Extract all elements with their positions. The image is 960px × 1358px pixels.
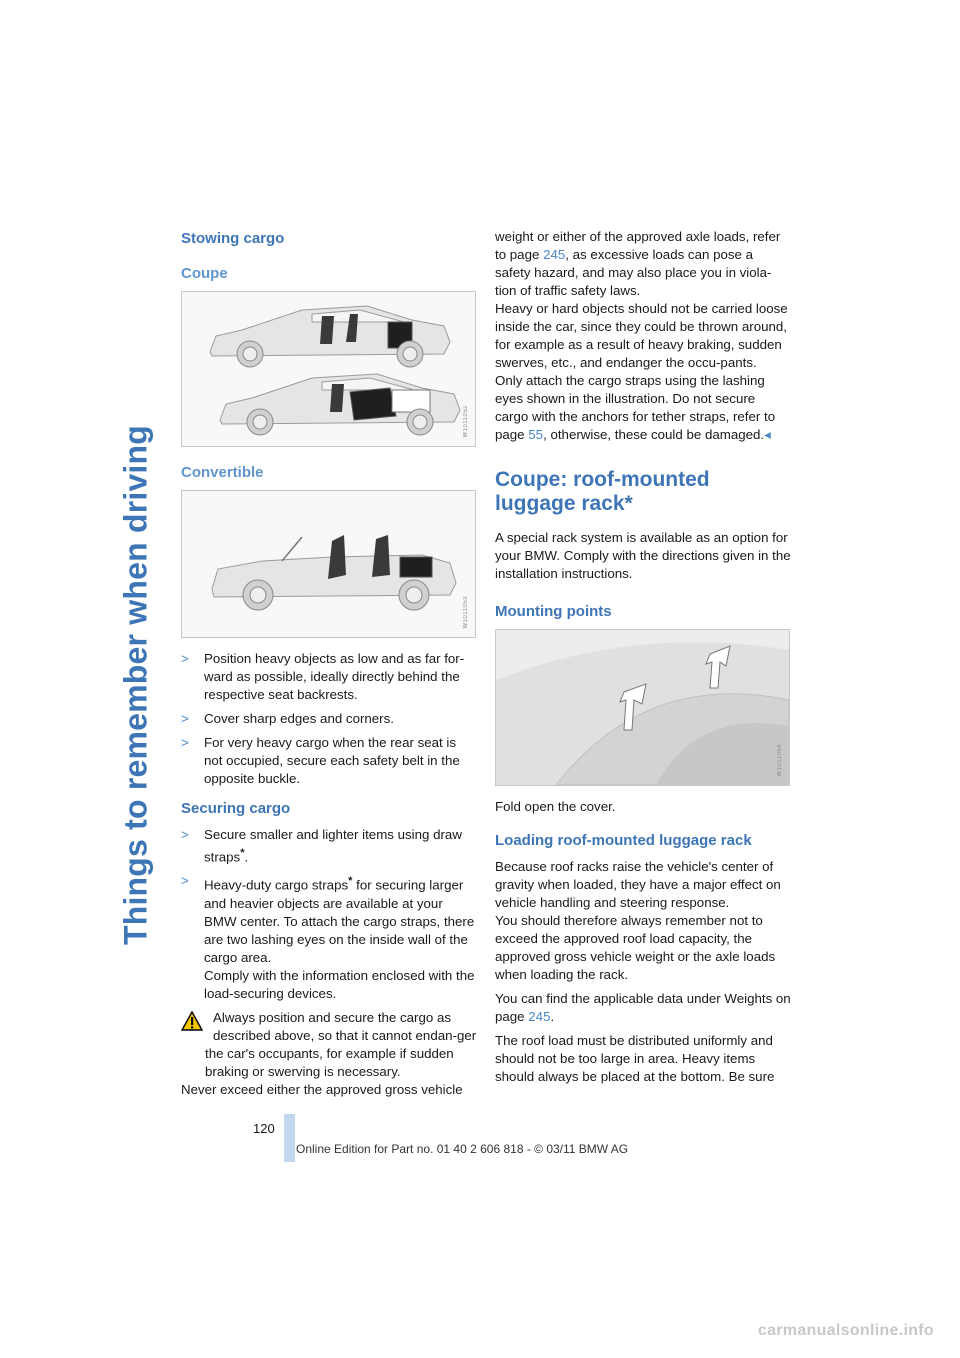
paragraph: weight or either of the approved axle loads, refer to page 245, as excessive loads can pose a safety hazard, and may also place you in viola-tion of traffic safety laws. [495, 229, 781, 298]
heading-mounting-points: Mounting points [495, 603, 612, 620]
side-title-text: Things to remember when driving [117, 424, 154, 946]
list-item [181, 872, 477, 1002]
bullet-mark: > [181, 827, 189, 842]
paragraph: You can find the applicable data under Weights on page 245. [495, 991, 791, 1024]
page-link[interactable]: 55 [528, 427, 544, 442]
footer-accent-bar [284, 1114, 295, 1162]
paragraph: The roof load must be distributed uniformly and should not be too large in area. Heavy items should always be placed at the bottom. Be sure [495, 1033, 775, 1084]
coupe-car-image [182, 292, 475, 446]
bullet-mark: > [181, 735, 189, 750]
roof-image [496, 630, 789, 785]
list-item [181, 734, 477, 788]
heading-securing-cargo: Securing cargo [181, 800, 291, 817]
warning-triangle-icon [181, 1011, 203, 1031]
heading-coupe: Coupe [181, 265, 228, 282]
warning-block [181, 1009, 477, 1099]
heading-convertible: Convertible [181, 464, 264, 481]
warning-text-continued: Never exceed either the approved gross vehicle [181, 1081, 463, 1097]
bullet-mark: > [181, 873, 189, 889]
page-link[interactable]: 245 [543, 247, 566, 262]
bullet-text: Cover sharp edges and corners. [204, 711, 394, 726]
paragraph: You should therefore always remember not to exceed the approved roof load capacity, the approved gross vehicle weight or the axle loads when loading the rack. [495, 913, 776, 982]
coupe-cargo-illustration [181, 291, 476, 447]
bullet-text: For very heavy cargo when the rear seat is not occupied, secure each safety belt in the opposite buckle. [204, 735, 460, 786]
figure-code: W1011053 [463, 596, 469, 629]
optional-star: * [240, 847, 245, 859]
heading-stowing-cargo: Stowing cargo [181, 230, 285, 247]
securing-bullet-list [181, 826, 477, 1003]
bullet-text: Comply with the information enclosed with the load-securing devices. [204, 967, 475, 1001]
warning-text: Always position and secure the cargo as described above, so that it cannot endan-ger the car's occupants, for example if sudden braking or swerving is necessary. [205, 1009, 477, 1079]
right-column [495, 228, 791, 1086]
convertible-cargo-illustration [181, 490, 476, 638]
optional-star: * [348, 875, 353, 888]
paragraph: Because roof racks raise the vehicle's center of gravity when loaded, they have a major effect on vehicle handling and steering response. [495, 859, 781, 910]
list-item [181, 826, 477, 866]
bullet-text: Secure smaller and lighter items using draw straps [204, 827, 462, 865]
heading-loading-roof-rack: Loading roof-mounted luggage rack [495, 832, 752, 849]
edition-footer: Online Edition for Part no. 01 40 2 606 818 - © 03/11 BMW AG [296, 1142, 629, 1156]
convertible-car-image [182, 491, 475, 637]
page-link[interactable]: 245 [528, 1009, 551, 1024]
bullet-text: for securing larger and heavier objects are available at your BMW center. To attach the cargo straps, there are two lashing eyes on the inside wall of the cargo area. [204, 877, 475, 965]
left-column [181, 228, 477, 1099]
list-item [181, 650, 477, 704]
list-item [181, 710, 477, 728]
paragraph: Only attach the cargo straps using the lashing eyes shown in the illustration. Do not secure cargo with the anchors for tether straps, refer to page 55, otherwise, these could be damaged.◂ [495, 373, 776, 442]
page-number: 120 [253, 1121, 275, 1136]
figure-code: W1011052 [463, 405, 469, 438]
mounting-points-illustration [495, 629, 790, 786]
bullet-text: Position heavy objects as low and as far for-ward as possible, ideally directly behind the respective seat backrests. [204, 651, 465, 702]
heading-roof-rack: Coupe: roof-mounted luggage rack* [495, 468, 710, 515]
bullet-mark: > [181, 651, 189, 666]
end-mark: ◂ [764, 427, 771, 442]
paragraph: Heavy or hard objects should not be carried loose inside the car, since they could be thrown around, for example as a result of heavy braking, sudden swerves, etc., and endanger the occu-pants. [495, 301, 788, 370]
figure-code: W1011054 [777, 744, 783, 777]
side-section-title [112, 230, 160, 1140]
paragraph: Fold open the cover. [495, 799, 616, 814]
watermark: carmanualsonline.info [757, 1322, 934, 1339]
bullet-mark: > [181, 711, 189, 726]
paragraph: A special rack system is available as an option for your BMW. Comply with the directions given in the installation instructions. [495, 530, 791, 581]
period: . [244, 849, 249, 865]
stowing-bullet-list [181, 650, 477, 788]
bullet-text: Heavy-duty cargo straps [204, 877, 349, 893]
